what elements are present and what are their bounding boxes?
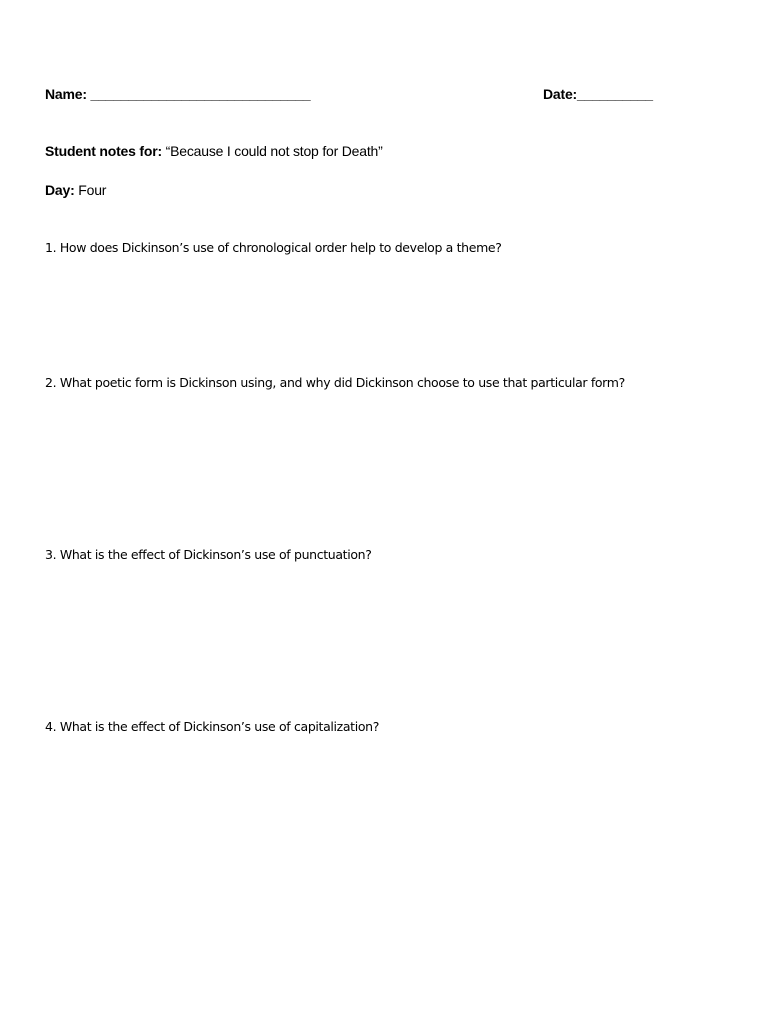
question-4: 4. What is the effect of Dickinson’s use of capitalization? bbox=[45, 719, 379, 734]
question-1: 1. How does Dickinson’s use of chronological order help to develop a theme? bbox=[45, 240, 502, 255]
day-value: Four bbox=[78, 182, 107, 198]
question-3: 3. What is the effect of Dickinson’s use of punctuation? bbox=[45, 547, 372, 562]
date-blank: __________ bbox=[577, 86, 653, 102]
student-notes-label: Student notes for: bbox=[45, 143, 162, 159]
day-line bbox=[45, 182, 106, 198]
question-2: 2. What poetic form is Dickinson using, and why did Dickinson choose to use that particular form? bbox=[45, 375, 625, 390]
name-label: Name: bbox=[45, 86, 87, 102]
poem-title: “Because I could not stop for Death” bbox=[165, 143, 383, 159]
date-line bbox=[543, 86, 653, 102]
name-line bbox=[45, 86, 311, 102]
date-label: Date: bbox=[543, 86, 578, 102]
name-blank: _____________________________ bbox=[90, 86, 311, 102]
day-label: Day: bbox=[45, 182, 75, 198]
student-notes-line bbox=[45, 143, 383, 159]
